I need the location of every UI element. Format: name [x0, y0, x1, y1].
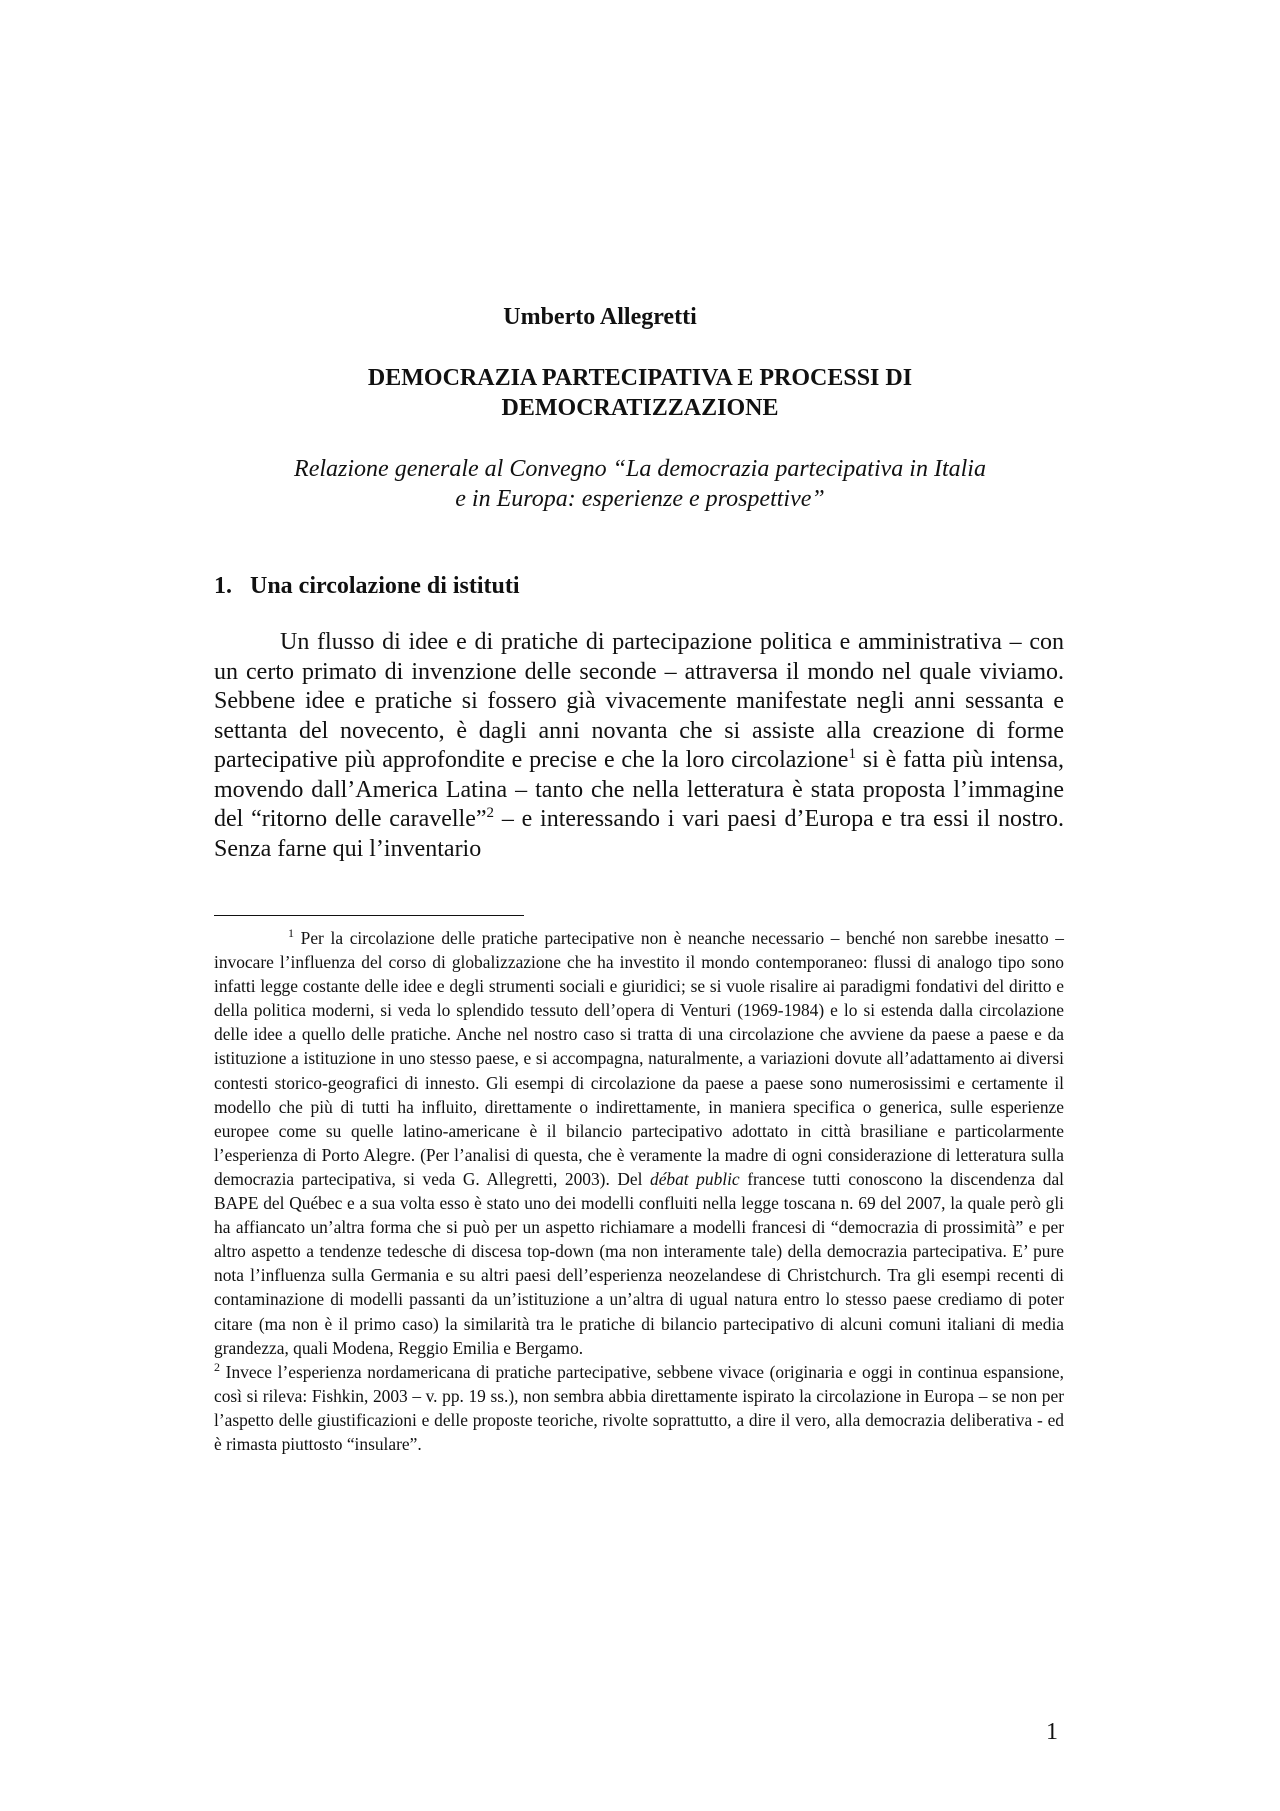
title-line-1: DEMOCRAZIA PARTECIPATIVA E PROCESSI DI [367, 365, 913, 391]
section-heading [214, 573, 520, 600]
subtitle-line-2: e in Europa: esperienze e prospettive” [455, 486, 825, 512]
footnote-reference-1[interactable]: 1 [848, 746, 856, 762]
section-title: Una circolazione di istituti [250, 573, 520, 599]
footnote-1-mark: 1 [288, 926, 294, 941]
footnote-1-text-b: francese tutti conoscono la discendenza dal BAPE del Québec e a sua volta esso è stato uno dei modelli confluiti nella legge toscana n. 69 del 2007, la quale però gli ha affiancato un’altra forma che si può per un aspetto richiamare a modelli francesi di “democrazia di prossimità” e per altro aspetto a tendenze tedesche di discesa top-down (ma non interamente tale) della democrazia partecipativa. E’ pure nota l’influenza sulla Germania e su altri paesi dell’esperienza neozelandese di Christchurch. Tra gli esempi recenti di contaminazione di modelli passanti da un’istituzione a un’altra di ugual natura entro lo stesso paese crediamo di poter citare (ma non è il primo caso) la similarità tra le pratiche di bilancio partecipativo di alcuni comuni italiani di media grandezza, quali Modena, Reggio Emilia e Bergamo. [214, 1168, 1064, 1358]
title-line-2: DEMOCRATIZZAZIONE [501, 395, 779, 421]
footnote-1-text-a: Per la circolazione delle pratiche partecipative non è neanche necessario – benché non sarebbe inesatto – invocare l’influenza del corso di globalizzazione che ha investito il mondo contemporaneo: flussi di analogo tipo sono infatti legge costante delle idee e degli strumenti sociali e giuridici; se si vuole risalire ai paradigmi fondativi del diritto e della politica moderni, si veda lo splendido tessuto dell’opera di Venturi (1969-1984) e lo si estenda dalla circolazione delle idee a quello delle pratiche. Anche nel nostro caso si tratta di una circolazione che avviene da paese a paese e da istituzione a istituzione in uno stesso paese, e si accompagna, naturalmente, a variazioni dovute all’adattamento ai diversi contesti storico-geografici di innesto. Gli esempi di circolazione da paese a paese sono numerosissimi e certamente il modello che più di tutti ha influito, direttamente o indirettamente, in maniera specifica o generica, sulle esperienze europee come su quelle latino-americane è il bilancio partecipativo adottato in città brasiliane e particolarmente l’esperienza di Porto Alegre. (Per l’analisi di questa, che è veramente la madre di ogni considerazione di letteratura sulla democrazia partecipativa, si veda G. Allegretti, 2003). Del [214, 928, 1064, 1189]
footnote-separator [214, 915, 524, 916]
author-name: Umberto Allegretti [503, 304, 697, 330]
footnote-2 [214, 1360, 1064, 1456]
document-title [300, 363, 980, 423]
subtitle-line-1: Relazione generale al Convegno “La democrazia partecipativa in Italia [294, 456, 986, 482]
body-paragraph [214, 628, 1064, 864]
footnote-reference-2[interactable]: 2 [486, 805, 495, 821]
body-text-part-3: – e interessando i vari paesi d’Europa e tra essi il nostro. Senza farne qui l’inventario [214, 806, 1064, 862]
body-text-part-1: Un flusso di idee e di pratiche di partecipazione politica e amministrativa – con un certo primato di invenzione delle seconde – attraversa il mondo nel quale viviamo. Sebbene idee e pratiche si fossero già vivacemente manifestate negli anni sessanta e settanta del novecento, è dagli anni novanta che si assiste alla creazione di forme partecipative più approfondite e precise e che la loro circolazione [214, 629, 1064, 773]
page-number: 1 [1046, 1719, 1058, 1745]
footnote-2-mark: 2 [214, 1359, 220, 1374]
section-number: 1. [214, 573, 232, 599]
body-text-part-2: si è fatta più intensa, movendo dall’America Latina – tanto che nella letteratura è stata proposta l’immagine del “ritorno delle caravelle” [214, 747, 1064, 832]
footnote-1-italic: débat public [650, 1168, 740, 1189]
footnote-2-text: Invece l’esperienza nordamericana di pratiche partecipative, sebbene vivace (originaria e oggi in continua espansione, così si rileva: Fishkin, 2003 – v. pp. 19 ss.), non sembra abbia direttamente ispirato la circolazione in Europa – se non per l’aspetto delle giustificazioni e delle proposte teoriche, rivolte soprattutto, a dire il vero, alla democrazia deliberativa - ed è rimasta piuttosto “insulare”. [214, 1361, 1064, 1454]
footnotes-section [214, 926, 1064, 1456]
document-subtitle [200, 454, 1080, 514]
footnote-1 [214, 926, 1064, 1360]
